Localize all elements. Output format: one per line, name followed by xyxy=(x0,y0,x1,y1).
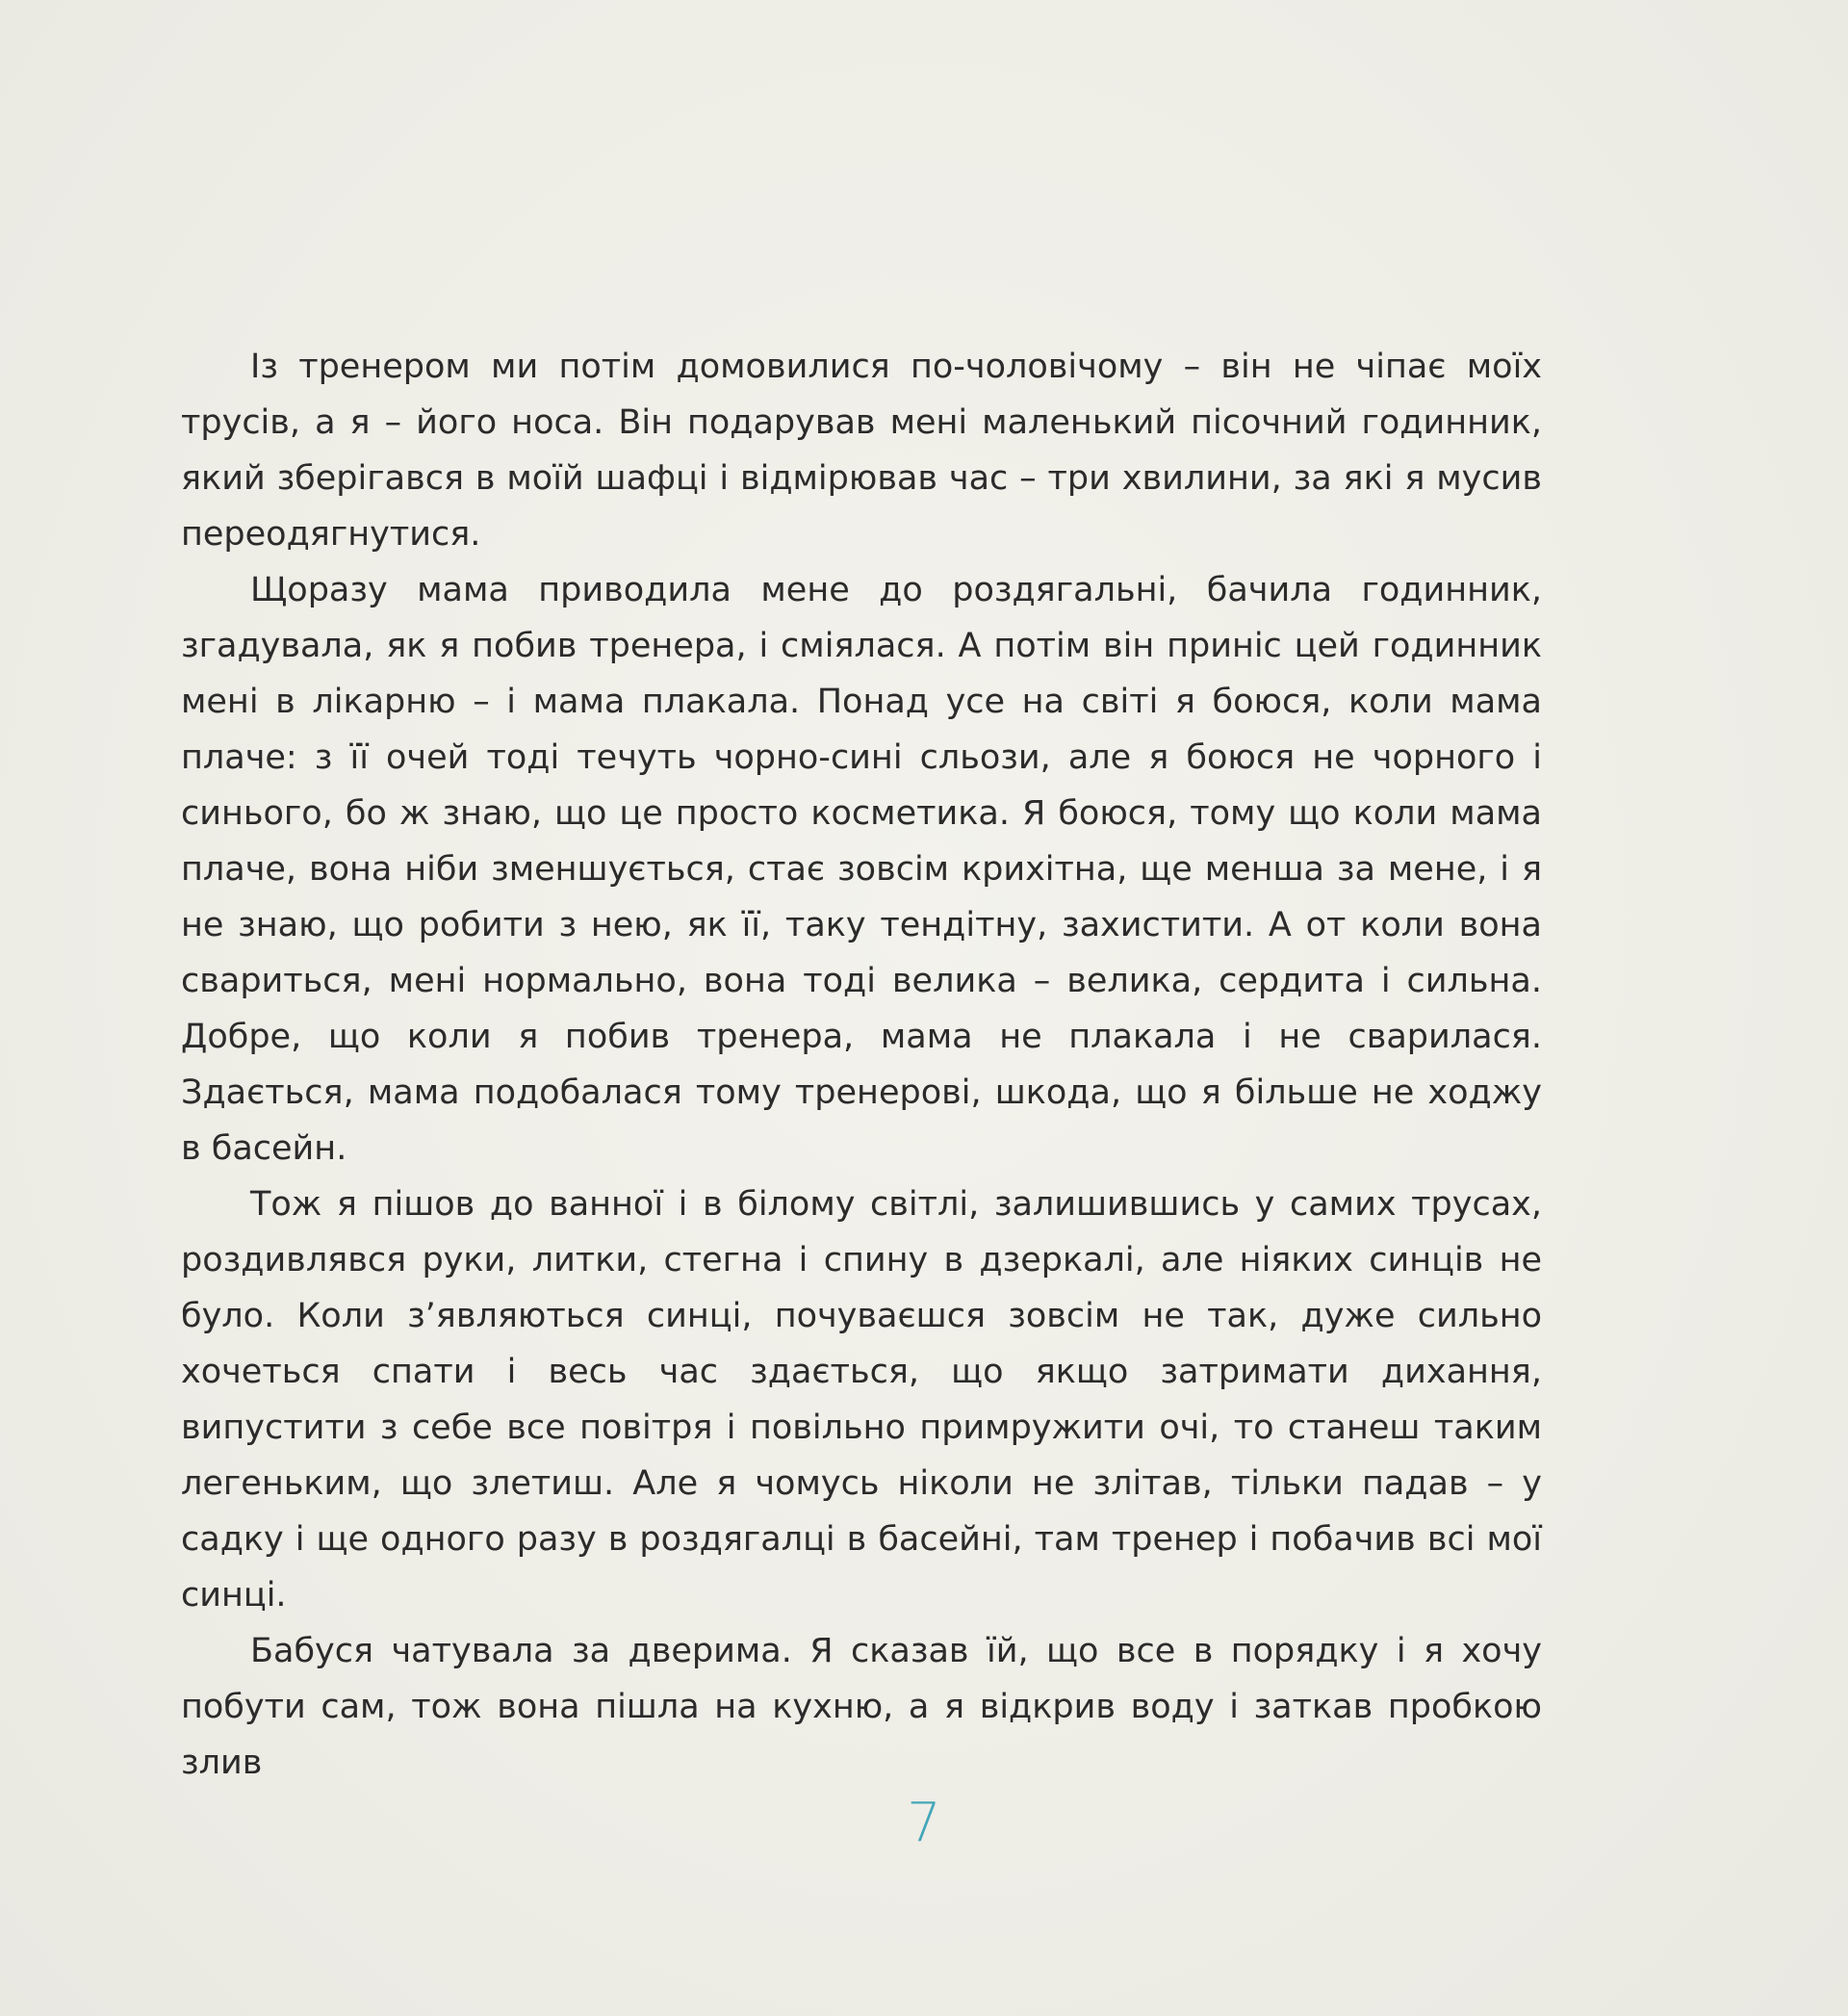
page-number: 7 xyxy=(907,1792,941,1854)
paragraph-1: Із тренером ми потім домовилися по-чоловічому – він не чіпає моїх трусів, а я – його носа. Він подарував мені маленький пісочний годинник, який зберігався в моїй шафці і відмірював час – три хвилини, за які я мусив переодягнутися. xyxy=(181,348,1542,554)
paragraph-3: Тож я пішов до ванної і в білому світлі, залишившись у самих трусах, роздивлявся руки, литки, стегна і спину в дзеркалі, але ніяких синців не було. Коли з’являються синці, почуваєшся зовсім не так, дуже сильно хочеться спати і весь час здається, що якщо затримати дихання, випустити з себе все повітря і повільно примружити очі, то станеш таким легеньким, що злетиш. Але я чомусь ніколи не злітав, тільки падав – у садку і ще одного разу в роздягалці в басейні, там тренер і побачив всі мої синці. xyxy=(181,1185,1542,1615)
paragraph-4: Бабуся чатувала за дверима. Я сказав їй, що все в порядку і я хочу побути сам, тож вона пішла на кухню, а я відкрив воду і заткав пробкою злив xyxy=(181,1632,1542,1782)
paragraph-2: Щоразу мама приводила мене до роздягальні, бачила годинник, згадувала, як я побив тренера, і сміялася. А потім він приніс цей годинник мені в лікарню – і мама плакала. Понад усе на світі я боюся, коли мама плаче: з її очей тоді течуть чорно-сині сльози, але я боюся не чорного і синього, бо ж знаю, що це просто косметика. Я боюся, тому що коли мама плаче, вона ніби зменшується, стає зовсім крихітна, ще менша за мене, і я не знаю, що робити з нею, як її, таку тендітну, захистити. А от коли вона свариться, мені нормально, вона тоді велика – велика, сердита і сильна. Добре, що коли я побив тренера, мама не плакала і не сварилася. Здається, мама подобалася тому тренерові, шкода, що я більше не ходжу в басейн. xyxy=(181,571,1542,1168)
body-text xyxy=(181,339,1542,1791)
